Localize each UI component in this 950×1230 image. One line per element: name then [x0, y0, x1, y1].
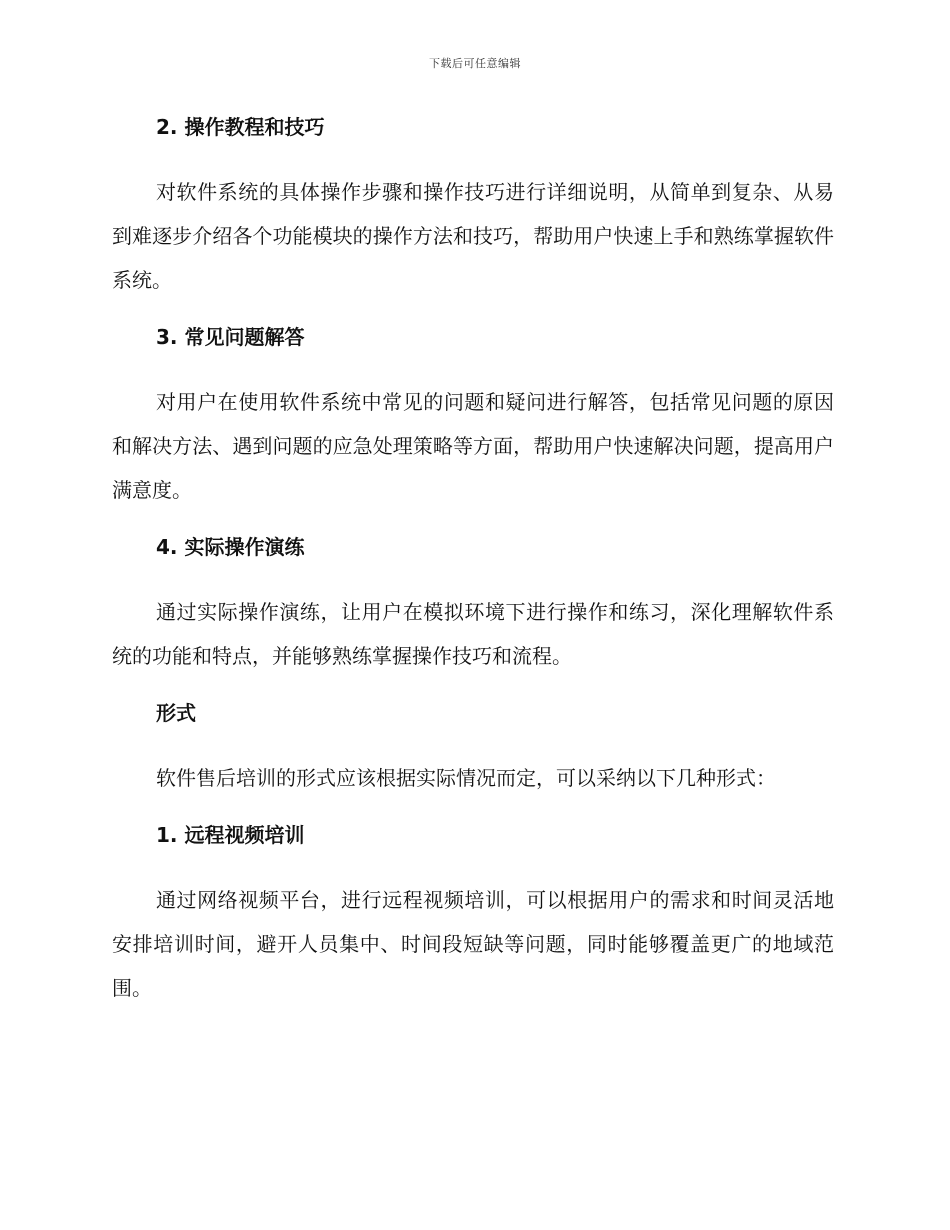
- section-paragraph-faq: 对用户在使用软件系统中常见的问题和疑问进行解答，包括常见问题的原因和解决方法、遇到问题的应急处理策略等方面，帮助用户快速解决问题，提高用户满意度。: [112, 390, 834, 502]
- page-header: 下载后可任意编辑: [429, 57, 521, 70]
- section-paragraph-practice: 通过实际操作演练，让用户在模拟环境下进行操作和练习，深化理解软件系统的功能和特点，并能够熟练掌握操作技巧和流程。: [112, 600, 834, 668]
- document-body: [112, 112, 834, 1030]
- section-paragraph-tutorial: 对软件系统的具体操作步骤和操作技巧进行详细说明，从简单到复杂、从易到难逐步介绍各个功能模块的操作方法和技巧，帮助用户快速上手和熟练掌握软件系统。: [112, 180, 834, 292]
- section-heading-faq: 3. 常见问题解答: [156, 325, 305, 349]
- section-heading-practice: 4. 实际操作演练: [156, 535, 305, 559]
- section-heading-format: 形式: [156, 701, 196, 725]
- section-paragraph-format: 软件售后培训的形式应该根据实际情况而定，可以采纳以下几种形式：: [156, 766, 776, 790]
- section-paragraph-remote-video: 通过网络视频平台，进行远程视频培训，可以根据用户的需求和时间灵活地安排培训时间，避开人员集中、时间段短缺等问题，同时能够覆盖更广的地域范围。: [112, 888, 834, 1000]
- section-heading-remote-video: 1. 远程视频培训: [156, 823, 305, 847]
- section-heading-tutorial: 2. 操作教程和技巧: [156, 115, 325, 139]
